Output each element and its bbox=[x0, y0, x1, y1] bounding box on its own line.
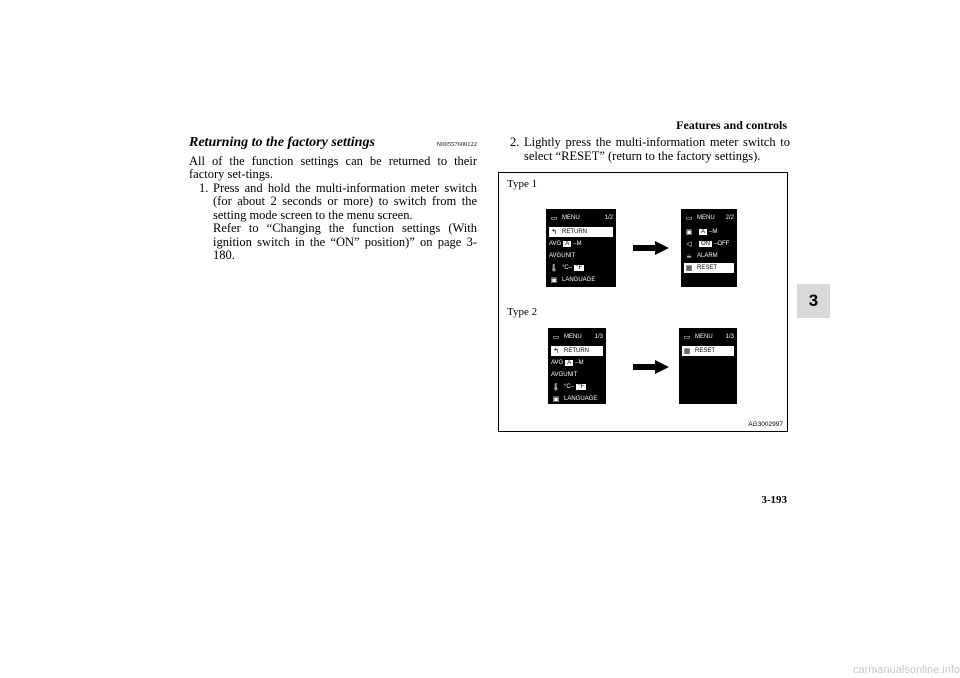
menu-option: °C bbox=[562, 265, 569, 271]
menu-label: UNIT bbox=[563, 372, 578, 378]
menu-separator: – bbox=[714, 241, 718, 247]
section-title: Returning to the factory settings bbox=[189, 135, 375, 150]
menu-label: RETURN bbox=[564, 348, 589, 354]
menu-option-box: °F bbox=[578, 384, 585, 390]
menu-row bbox=[549, 239, 613, 249]
return-arrow-icon: ↰ bbox=[551, 229, 557, 236]
menu-row bbox=[551, 382, 603, 392]
menu-row bbox=[549, 263, 613, 273]
menu-row bbox=[551, 394, 603, 404]
left-column bbox=[189, 136, 477, 263]
type-1-label: Type 1 bbox=[507, 178, 538, 190]
step-text: Press and hold the multi-information meter switch (for about 2 seconds or more) to switch from the setting mode screen to the menu screen. bbox=[213, 180, 477, 222]
menu-separator: – bbox=[575, 360, 579, 366]
menu-label: LANGUAGE bbox=[564, 396, 598, 402]
type2-menu-screen-1 bbox=[548, 328, 606, 404]
menu-title-row bbox=[682, 332, 734, 342]
thermometer-icon: 🌡 bbox=[549, 265, 559, 272]
type2-menu-screen-2 bbox=[679, 328, 737, 404]
menu-label: RESET bbox=[697, 265, 718, 271]
menu-row bbox=[684, 239, 734, 249]
section-id: N00557600122 bbox=[436, 141, 477, 148]
menu-prefix: AVG bbox=[549, 241, 562, 247]
step-number: 2. bbox=[510, 135, 520, 149]
menu-separator: – bbox=[568, 265, 573, 271]
menu-page-indicator: 1/3 bbox=[725, 334, 734, 340]
page-number: 3-193 bbox=[761, 494, 787, 506]
chapter-tab: 3 bbox=[797, 284, 830, 318]
menu-title-row bbox=[549, 213, 613, 223]
speaker-icon: ◁ bbox=[686, 241, 692, 248]
menu-option: M bbox=[578, 360, 584, 366]
running-header: Features and controls bbox=[676, 118, 787, 132]
type1-menu-screen-2 bbox=[681, 209, 737, 287]
menu-option-box: A bbox=[567, 360, 572, 366]
menu-row bbox=[684, 251, 734, 261]
menu-title: MENU bbox=[697, 215, 715, 221]
menu-option: OFF bbox=[717, 241, 730, 247]
menu-illustration bbox=[498, 172, 788, 432]
menu-label: UNIT bbox=[561, 253, 576, 259]
watermark: carmanualsonline.info bbox=[852, 664, 960, 676]
menu-page-indicator: 2/2 bbox=[725, 215, 734, 221]
menu-option-box: ON bbox=[701, 241, 710, 247]
menu-option-box: °F bbox=[576, 265, 583, 271]
menu-row bbox=[549, 227, 613, 237]
figure-id: AG3002997 bbox=[748, 421, 783, 428]
menu-row bbox=[551, 358, 603, 368]
right-column bbox=[510, 136, 790, 163]
step-1 bbox=[199, 182, 477, 223]
thermometer-icon: 🌡 bbox=[551, 384, 561, 391]
step-1-reference bbox=[199, 222, 477, 263]
menu-row bbox=[549, 251, 613, 261]
menu-label: RETURN bbox=[562, 229, 587, 235]
menu-row bbox=[549, 275, 613, 285]
menu-title: MENU bbox=[695, 334, 713, 340]
menu-row bbox=[684, 263, 734, 273]
language-icon: ▣ bbox=[552, 396, 560, 403]
right-arrow-icon bbox=[633, 241, 669, 255]
step-number: 1. bbox=[199, 180, 209, 195]
menu-option: M bbox=[712, 229, 718, 235]
menu-page-indicator: 1/2 bbox=[604, 215, 613, 221]
reset-icon: ▦ bbox=[685, 265, 693, 272]
menu-row bbox=[684, 227, 734, 237]
menu-icon: ▭ bbox=[550, 215, 558, 222]
reset-icon: ▦ bbox=[683, 348, 691, 355]
type-2-label: Type 2 bbox=[507, 306, 538, 318]
menu-title: MENU bbox=[564, 334, 582, 340]
menu-prefix: AVG bbox=[551, 360, 564, 366]
menu-option: °C bbox=[564, 384, 571, 390]
menu-row bbox=[551, 370, 603, 380]
return-arrow-icon: ↰ bbox=[553, 348, 559, 355]
step-text: Lightly press the multi-information meter switch to select “RESET” (return to the factory settings). bbox=[524, 135, 790, 163]
menu-row bbox=[682, 346, 734, 356]
menu-label: ALARM bbox=[697, 253, 718, 259]
type1-menu-screen-1 bbox=[546, 209, 616, 287]
menu-icon: ▭ bbox=[683, 334, 691, 341]
step-text: Refer to “Changing the function settings (With ignition switch in the “ON” position)” on page 3-180. bbox=[213, 221, 477, 262]
menu-row bbox=[551, 346, 603, 356]
menu-option-box: A bbox=[565, 241, 570, 247]
menu-title-row bbox=[551, 332, 603, 342]
menu-separator: – bbox=[570, 384, 575, 390]
right-arrow-icon bbox=[633, 360, 669, 374]
menu-title: MENU bbox=[562, 215, 580, 221]
menu-separator: – bbox=[709, 229, 713, 235]
menu-option: M bbox=[576, 241, 582, 247]
intro-paragraph: All of the function settings can be returned to their factory set-tings. bbox=[189, 153, 477, 181]
menu-prefix: AVG bbox=[549, 253, 562, 259]
menu-page-indicator: 1/3 bbox=[594, 334, 603, 340]
fuel-icon: ▣ bbox=[685, 229, 693, 236]
menu-prefix: AVG bbox=[551, 372, 564, 378]
menu-label: LANGUAGE bbox=[562, 277, 596, 283]
step-number bbox=[199, 222, 213, 263]
step-2 bbox=[510, 136, 790, 163]
section-heading bbox=[189, 136, 477, 152]
coffee-cup-icon: ☕ bbox=[685, 253, 693, 260]
menu-label: RESET bbox=[695, 348, 716, 354]
menu-option-box: A bbox=[701, 229, 706, 235]
language-icon: ▣ bbox=[550, 277, 558, 284]
menu-icon: ▭ bbox=[685, 215, 693, 222]
menu-icon: ▭ bbox=[552, 334, 560, 341]
menu-title-row bbox=[684, 213, 734, 223]
menu-separator: – bbox=[573, 241, 577, 247]
